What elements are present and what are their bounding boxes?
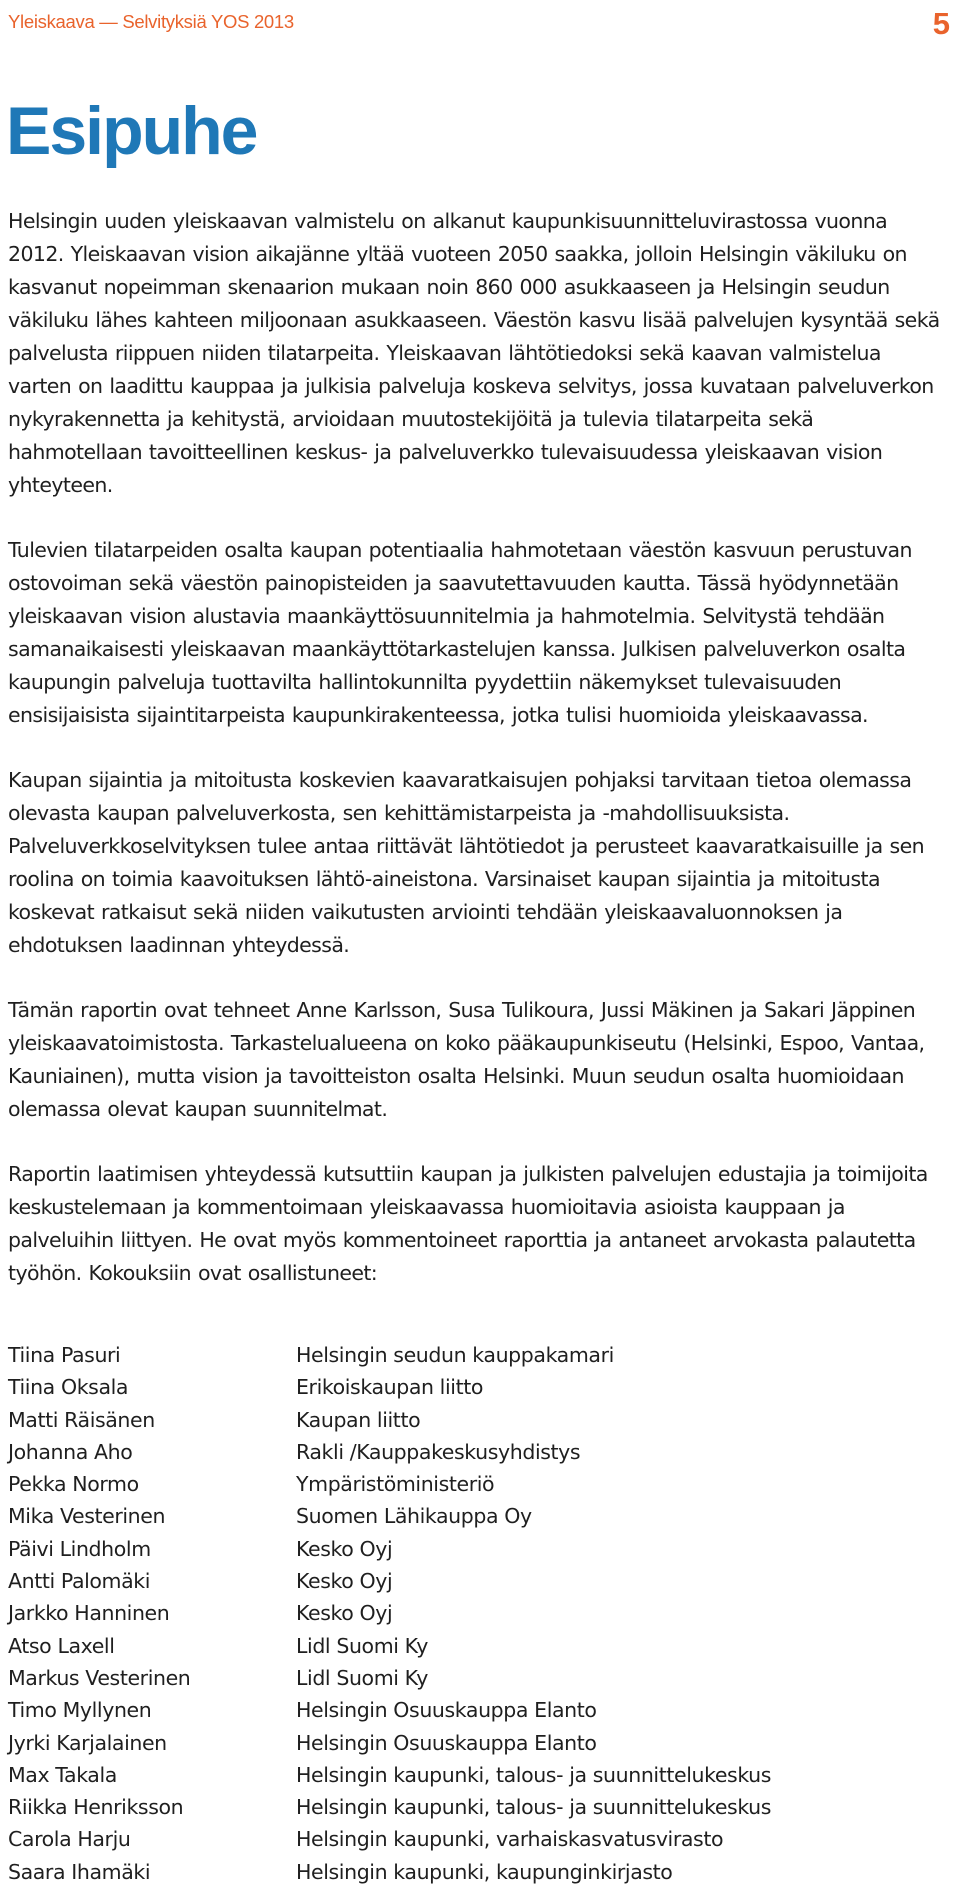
participant-row xyxy=(8,1727,948,1759)
running-header-title: Yleiskaava — Selvityksiä YOS 2013 xyxy=(8,11,294,32)
participant-row xyxy=(8,1630,948,1662)
participant-organization: Kaupan liitto xyxy=(296,1407,421,1432)
participant-row xyxy=(8,1791,948,1823)
participant-name: Tiina Oksala xyxy=(8,1375,129,1400)
participant-name: Carola Harju xyxy=(8,1827,131,1852)
participant-row xyxy=(8,1694,948,1726)
participant-row xyxy=(8,1404,948,1436)
participant-name: Mika Vesterinen xyxy=(8,1504,166,1529)
participant-row xyxy=(8,1436,948,1468)
participant-name: Riikka Henriksson xyxy=(8,1795,184,1820)
participants-list xyxy=(8,1339,948,1888)
participant-organization: Helsingin Osuuskauppa Elanto xyxy=(296,1698,597,1723)
participant-row xyxy=(8,1533,948,1565)
participant-organization: Kesko Oyj xyxy=(296,1536,393,1561)
participant-name: Antti Palomäki xyxy=(8,1569,151,1594)
participant-row xyxy=(8,1371,948,1403)
participant-name: Matti Räisänen xyxy=(8,1407,155,1432)
participant-row xyxy=(8,1662,948,1694)
participant-organization: Erikoiskaupan liitto xyxy=(296,1375,483,1400)
participant-row xyxy=(8,1823,948,1855)
participant-organization: Helsingin seudun kauppakamari xyxy=(296,1343,614,1367)
paragraph: Raportin laatimisen yhteydessä kutsuttiin kaupan ja julkisten palvelujen edustajia ja toimijoita keskustelemaan ja kommentoimaan yleiskaavassa huomioitavia asioista kauppaan ja palveluihin liittyen. He ovat myös kommentoineet raporttia ja antaneet arvokasta palautetta työhön. Kokouksiin ovat osallistuneet: xyxy=(8,1162,928,1285)
participant-name: Atso Laxell xyxy=(8,1633,115,1658)
page-title: Esipuhe xyxy=(6,93,257,169)
participant-name: Tiina Pasuri xyxy=(8,1343,121,1367)
participant-organization: Helsingin kaupunki, varhaiskasvatusvirasto xyxy=(296,1827,724,1852)
participant-row xyxy=(8,1759,948,1791)
participant-row xyxy=(8,1339,948,1371)
participant-name: Pekka Normo xyxy=(8,1472,139,1497)
participant-row xyxy=(8,1468,948,1500)
participant-organization: Lidl Suomi Ky xyxy=(296,1633,428,1658)
participant-name: Jyrki Karjalainen xyxy=(8,1730,167,1755)
participant-organization: Kesko Oyj xyxy=(296,1601,393,1626)
page-header xyxy=(0,8,960,40)
participant-name: Päivi Lindholm xyxy=(8,1536,151,1561)
participant-organization: Helsingin Osuuskauppa Elanto xyxy=(296,1730,597,1755)
participant-name: Jarkko Hanninen xyxy=(8,1601,170,1626)
participant-row xyxy=(8,1565,948,1597)
participant-name: Markus Vesterinen xyxy=(8,1665,191,1690)
participant-organization: Ympäristöministeriö xyxy=(296,1472,495,1497)
participant-name: Johanna Aho xyxy=(8,1439,133,1464)
body-text xyxy=(8,205,948,1322)
participant-organization: Kesko Oyj xyxy=(296,1569,393,1594)
participant-organization: Helsingin kaupunki, talous- ja suunnittelukeskus xyxy=(296,1762,772,1787)
participant-organization: Helsingin kaupunki, kaupunginkirjasto xyxy=(296,1859,673,1884)
participant-name: Timo Myllynen xyxy=(8,1698,152,1723)
participant-row xyxy=(8,1856,948,1888)
participant-organization: Rakli /Kauppakeskusyhdistys xyxy=(296,1439,581,1464)
paragraph: Helsingin uuden yleiskaavan valmistelu on alkanut kaupunkisuunnitteluvirastossa vuonna 2012. Yleiskaavan vision aikajänne yltää vuoteen 2050 saakka, jolloin Helsingin väkiluku on kasvanut nopeimman skenaarion mukaan noin 860 000 asukkaaseen ja Helsingin seudun väkiluku lähes kahteen miljoonaan asukkaaseen. Väestön kasvu lisää palvelujen kysyntää sekä palvelusta riippuen niiden tilatarpeita. Yleiskaavan lähtötiedoksi sekä kaavan valmistelua varten on laadittu kauppaa ja julkisia palveluja koskeva selvitys, jossa kuvataan palveluverkon nykyrakennetta ja kehitystä, arvioidaan muutostekijöitä ja tulevia tilatarpeita sekä hahmotellaan tavoitteellinen keskus- ja palveluverkko tulevaisuudessa yleiskaavan vision yhteyteen. xyxy=(8,209,940,497)
participant-organization: Lidl Suomi Ky xyxy=(296,1665,428,1690)
participant-name: Max Takala xyxy=(8,1762,117,1787)
paragraph: Kaupan sijaintia ja mitoitusta koskevien kaavaratkaisujen pohjaksi tarvitaan tietoa olemassa olevasta kaupan palveluverkosta, sen kehittämistarpeista ja -mahdollisuuksista. Palveluverkkoselvityksen tulee antaa riittävät lähtötiedot ja perusteet kaavaratkaisuille ja sen roolina on toimia kaavoituksen lähtö-aineistona. Varsinaiset kaupan sijaintia ja mitoitusta koskevat ratkaisut sekä niiden vaikutusten arviointi tehdään yleiskaavaluonnoksen ja ehdotuksen laadinnan yhteydessä. xyxy=(8,768,925,957)
participant-row xyxy=(8,1500,948,1532)
paragraph: Tulevien tilatarpeiden osalta kaupan potentiaalia hahmotetaan väestön kasvuun perustuvan ostovoiman sekä väestön painopisteiden ja saavutettavuuden kautta. Tässä hyödynnetään yleiskaavan vision alustavia maankäyttösuunnitelmia ja hahmotelmia. Selvitystä tehdään samanaikaisesti yleiskaavan maankäyttötarkastelujen kanssa. Julkisen palveluverkon osalta kaupungin palveluja tuottavilta hallintokunnilta pyydettiin näkemykset tulevaisuuden ensisijaisista sijaintitarpeista kaupunkirakenteessa, jotka tulisi huomioida yleiskaavassa. xyxy=(8,538,912,727)
paragraph: Tämän raportin ovat tehneet Anne Karlsson, Susa Tulikoura, Jussi Mäkinen ja Sakari Jäppinen yleiskaavatoimistosta. Tarkastelualueena on koko pääkaupunkiseutu (Helsinki, Espoo, Vantaa, Kauniainen), mutta vision ja tavoitteiston osalta Helsinki. Muun seudun osalta huomioidaan olemassa olevat kaupan suunnitelmat. xyxy=(8,998,925,1121)
participant-row xyxy=(8,1597,948,1629)
participant-name: Saara Ihamäki xyxy=(8,1859,151,1884)
page-number: 5 xyxy=(932,6,950,41)
participant-organization: Helsingin kaupunki, talous- ja suunnittelukeskus xyxy=(296,1795,772,1820)
participant-organization: Suomen Lähikauppa Oy xyxy=(296,1504,532,1529)
